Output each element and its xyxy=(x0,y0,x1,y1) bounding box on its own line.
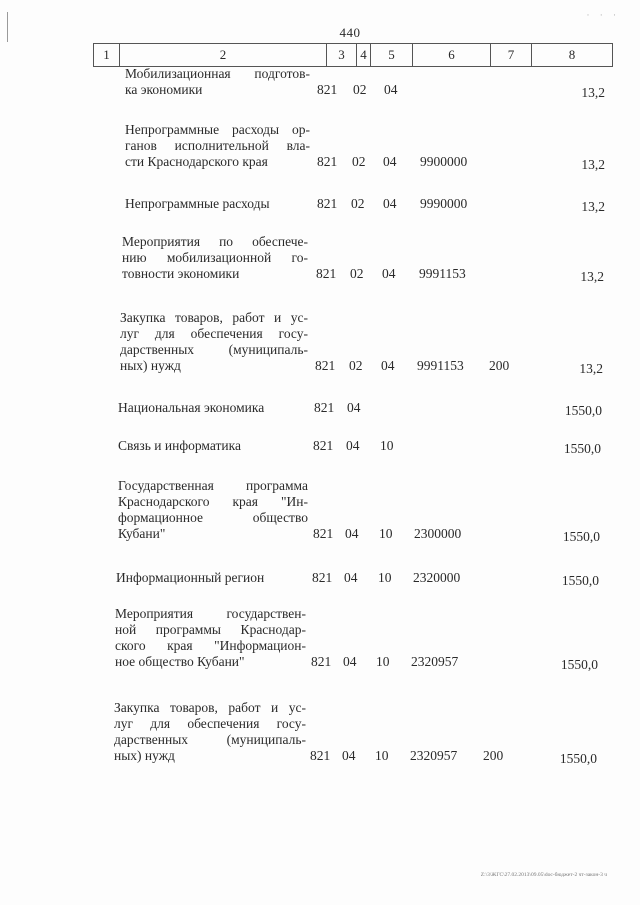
kvsr-code: 821 xyxy=(313,438,334,453)
description-line: Закупка товаров, работ и ус- xyxy=(120,310,308,325)
row-description xyxy=(114,700,306,764)
description-line: Мероприятия государствен- xyxy=(115,606,306,621)
subsection-code: 10 xyxy=(380,438,394,453)
description-line: луг для обеспечения госу- xyxy=(114,716,306,731)
section-code: 02 xyxy=(352,154,366,169)
row-description xyxy=(118,400,308,416)
corner-mark: · · · xyxy=(586,10,620,20)
description-line: нию мобилизационной го- xyxy=(122,250,308,265)
row-description xyxy=(125,66,310,98)
subsection-code: 04 xyxy=(381,358,395,373)
table-row xyxy=(0,310,640,374)
description-line: Непрограммные расходы ор- xyxy=(125,122,310,137)
section-code: 04 xyxy=(342,748,356,763)
description-line: ное общество Кубани" xyxy=(115,654,245,669)
description-line: Мобилизационная подготов- xyxy=(125,66,310,81)
description-line: Непрограммные расходы xyxy=(125,196,270,211)
section-code: 02 xyxy=(350,266,364,281)
table-row xyxy=(0,66,640,98)
header-col-7: 7 xyxy=(490,44,531,66)
section-code: 04 xyxy=(344,570,358,585)
header-col-3: 3 xyxy=(326,44,356,66)
kvsr-code: 821 xyxy=(310,748,331,763)
section-code: 04 xyxy=(346,438,360,453)
description-line: дарственных (муниципаль- xyxy=(114,732,306,747)
description-line: ского края "Информацион- xyxy=(115,638,306,653)
row-description xyxy=(118,478,308,542)
description-line: Кубани" xyxy=(118,526,166,541)
kvsr-code: 821 xyxy=(317,196,338,211)
header-col-6: 6 xyxy=(412,44,490,66)
kvsr-code: 821 xyxy=(314,400,335,415)
kvsr-code: 821 xyxy=(312,570,333,585)
description-line: дарственных (муниципаль- xyxy=(120,342,308,357)
header-col-5: 5 xyxy=(370,44,412,66)
section-code: 04 xyxy=(347,400,361,415)
row-description xyxy=(125,196,310,212)
target-item-code: 2300000 xyxy=(414,526,462,541)
description-line: ка экономики xyxy=(125,82,203,97)
kvsr-code: 821 xyxy=(316,266,337,281)
target-item-code: 9990000 xyxy=(420,196,468,211)
amount: 1550,0 xyxy=(560,657,598,672)
description-line: сти Краснодарского края xyxy=(125,154,268,169)
amount: 13,2 xyxy=(580,269,604,284)
description-line: ганов исполнительной вла- xyxy=(125,138,310,153)
section-code: 02 xyxy=(349,358,363,373)
header-col-2: 2 xyxy=(119,44,326,66)
expense-type-code: 200 xyxy=(483,748,504,763)
amount: 1550,0 xyxy=(559,751,597,766)
amount: 13,2 xyxy=(581,157,605,172)
section-code: 02 xyxy=(351,196,365,211)
amount: 13,2 xyxy=(579,361,603,376)
header-col-1: 1 xyxy=(93,44,119,66)
table-row xyxy=(0,400,640,416)
amount: 1550,0 xyxy=(562,529,600,544)
row-description xyxy=(115,606,306,670)
description-line: Краснодарского края "Ин- xyxy=(118,494,308,509)
row-description xyxy=(116,570,306,586)
page-number: 440 xyxy=(339,25,361,40)
subsection-code: 04 xyxy=(383,196,397,211)
description-line: Информационный регион xyxy=(116,570,265,585)
table-row xyxy=(0,122,640,170)
kvsr-code: 821 xyxy=(315,358,336,373)
target-item-code: 9900000 xyxy=(420,154,468,169)
table-row xyxy=(0,478,640,542)
table-row xyxy=(0,196,640,212)
amount: 13,2 xyxy=(581,85,605,100)
amount: 1550,0 xyxy=(561,573,599,588)
expense-type-code: 200 xyxy=(489,358,510,373)
section-code: 04 xyxy=(343,654,357,669)
row-description xyxy=(118,438,308,454)
description-line: товности экономики xyxy=(122,266,240,281)
target-item-code: 9991153 xyxy=(417,358,464,373)
subsection-code: 10 xyxy=(378,570,392,585)
subsection-code: 04 xyxy=(383,154,397,169)
table-row xyxy=(0,234,640,282)
description-line: формационное общество xyxy=(118,510,308,525)
section-code: 04 xyxy=(345,526,359,541)
description-line: Мероприятия по обеспече- xyxy=(122,234,308,249)
target-item-code: 2320957 xyxy=(411,654,459,669)
target-item-code: 2320000 xyxy=(413,570,461,585)
row-description xyxy=(120,310,308,374)
row-description xyxy=(122,234,308,282)
description-line: Государственная программа xyxy=(118,478,308,493)
target-item-code: 9991153 xyxy=(419,266,466,281)
table-row xyxy=(0,606,640,670)
amount: 13,2 xyxy=(581,199,605,214)
description-line: Закупка товаров, работ и ус- xyxy=(114,700,306,715)
kvsr-code: 821 xyxy=(317,82,338,97)
table-row xyxy=(0,700,640,764)
subsection-code: 10 xyxy=(376,654,390,669)
amount: 1550,0 xyxy=(564,403,602,418)
file-path-stamp: Z:\3\ЖГС\27.02.2013\09.05\doc-бюджет-2 чт-закон-3 ч xyxy=(480,872,607,878)
section-code: 02 xyxy=(353,82,367,97)
header-col-4: 4 xyxy=(356,44,370,66)
subsection-code: 10 xyxy=(379,526,393,541)
target-item-code: 2320957 xyxy=(410,748,458,763)
table-row xyxy=(0,570,640,586)
kvsr-code: 821 xyxy=(313,526,334,541)
description-line: ных) нужд xyxy=(120,358,181,373)
subsection-code: 10 xyxy=(375,748,389,763)
kvsr-code: 821 xyxy=(311,654,332,669)
amount: 1550,0 xyxy=(563,441,601,456)
table-row xyxy=(0,438,640,454)
header-col-8: 8 xyxy=(531,44,613,66)
row-description xyxy=(125,122,310,170)
description-line: Национальная экономика xyxy=(118,400,265,415)
subsection-code: 04 xyxy=(384,82,398,97)
table-header xyxy=(93,43,613,67)
description-line: луг для обеспечения госу- xyxy=(120,326,308,341)
description-line: Связь и информатика xyxy=(118,438,241,453)
subsection-code: 04 xyxy=(382,266,396,281)
description-line: ной программы Краснодар- xyxy=(115,622,306,637)
description-line: ных) нужд xyxy=(114,748,175,763)
kvsr-code: 821 xyxy=(317,154,338,169)
